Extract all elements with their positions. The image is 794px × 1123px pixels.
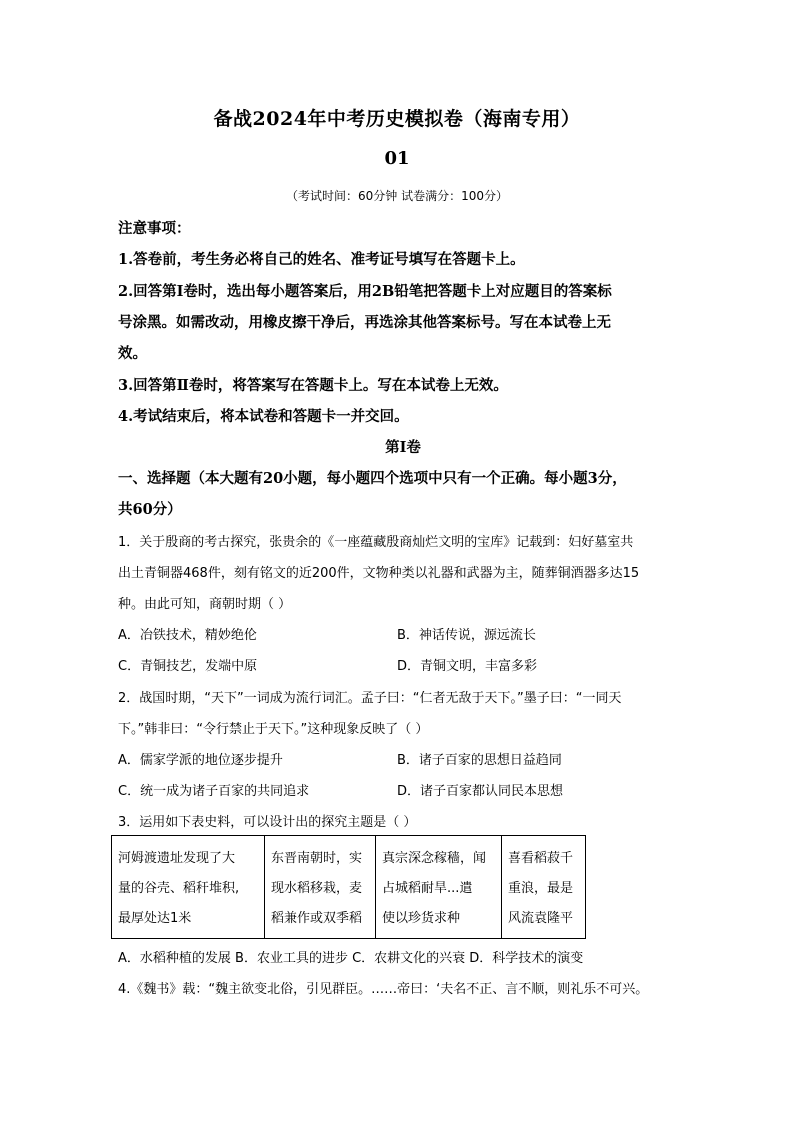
note-item: 4.考试结束后，将本试卷和答题卡一并交回。 (118, 408, 409, 425)
q2-option-a: A．儒家学派的地位逐步提升 (118, 753, 283, 768)
q3-source-table (111, 835, 586, 939)
note-item: 2.回答第Ⅰ卷时，选出每小题答案后，用2B铅笔把答题卡上对应题目的答案标 (118, 283, 612, 300)
q1-option-a: A．冶铁技术，精妙绝伦 (118, 628, 257, 643)
table-cell (112, 836, 265, 939)
q1-stem: 种。由此可知，商朝时期（ ） (118, 597, 292, 612)
q3-stem: 3．运用如下表史料，可以设计出的探究主题是（ ） (118, 815, 417, 830)
cell-line: 东晋南朝时，实 (271, 851, 363, 866)
table-cell (376, 836, 502, 939)
cell-line: 使以珍货求种 (382, 911, 461, 926)
q2-option-b: B．诸子百家的思想日益趋同 (397, 753, 562, 768)
q1-option-d: D．青铜文明，丰富多彩 (397, 659, 538, 674)
cell-line: 量的谷壳、稻秆堆积, (118, 881, 240, 896)
note-item: 号涂黑。如需改动，用橡皮擦干净后，再选涂其他答案标号。写在本试卷上无 (118, 314, 611, 331)
cell-line: 真宗深念稼穑，闻 (382, 851, 487, 866)
exam-info: （考试时间：60分钟 试卷满分：100分） (286, 189, 508, 203)
note-item: 3.回答第Ⅱ卷时，将答案写在答题卡上。写在本试卷上无效。 (118, 377, 508, 394)
cell-line: 河姆渡遗址发现了大 (118, 851, 236, 866)
section-heading-cont: 共60分） (118, 501, 182, 518)
q2-option-d: D．诸子百家都认同民本思想 (397, 784, 564, 799)
table-cell (502, 836, 586, 939)
q1-option-c: C．青铜技艺，发端中原 (118, 659, 258, 674)
cell-line: 最厚处达1米 (118, 911, 192, 926)
q1-stem: 出土青铜器468件，刻有铭文的近200件，文物种类以礼器和武器为主，随葬铜酒器多达15 (118, 566, 640, 581)
table-row (112, 836, 586, 939)
q2-stem: 下。”韩非曰：“令行禁止于天下。”这种现象反映了（ ） (118, 722, 429, 737)
cell-line: 现水稻移栽，麦 (271, 881, 363, 896)
q3-options: A．水稻种植的发展 B．农业工具的进步 C．农耕文化的兴衰 D．科学技术的演变 (118, 951, 584, 966)
cell-line: 喜看稻菽千 (508, 851, 574, 866)
note-item: 1.答卷前，考生务必将自己的姓名、准考证号填写在答题卡上。 (118, 251, 525, 268)
q2-option-c: C．统一成为诸子百家的共同追求 (118, 784, 310, 799)
page-title: 备战2024年中考历史模拟卷（海南专用） (213, 108, 581, 130)
q1-stem: 1．关于殷商的考古探究，张贵余的《一座蕴藏殷商灿烂文明的宝库》记载到：妇好墓室共 (118, 535, 634, 550)
cell-line: 稻兼作或双季稻 (271, 911, 363, 926)
table-cell (265, 836, 376, 939)
paper-number: 01 (384, 148, 410, 169)
q2-stem: 2．战国时期，“天下”一词成为流行词汇。孟子曰：“仁者无敌于天下。”墨子曰：“一同天 (118, 691, 622, 706)
volume-heading: 第Ⅰ卷 (385, 439, 421, 456)
note-item: 效。 (118, 345, 147, 362)
q1-option-b: B．神话传说，源远流长 (397, 628, 536, 643)
q4-stem: 4.《魏书》载：“魏主欲变北俗，引见群臣。……帝曰：‘夫名不正、言不顺，则礼乐不可兴。 (118, 982, 649, 997)
cell-line: 风流袁隆平 (508, 911, 574, 926)
section-heading: 一、选择题（本大题有20小题，每小题四个选项中只有一个正确。每小题3分， (118, 470, 627, 487)
cell-line: 重浪，最是 (508, 881, 574, 896)
notes-heading: 注意事项： (118, 220, 191, 237)
cell-line: 占城稻耐旱...遣 (382, 881, 473, 896)
